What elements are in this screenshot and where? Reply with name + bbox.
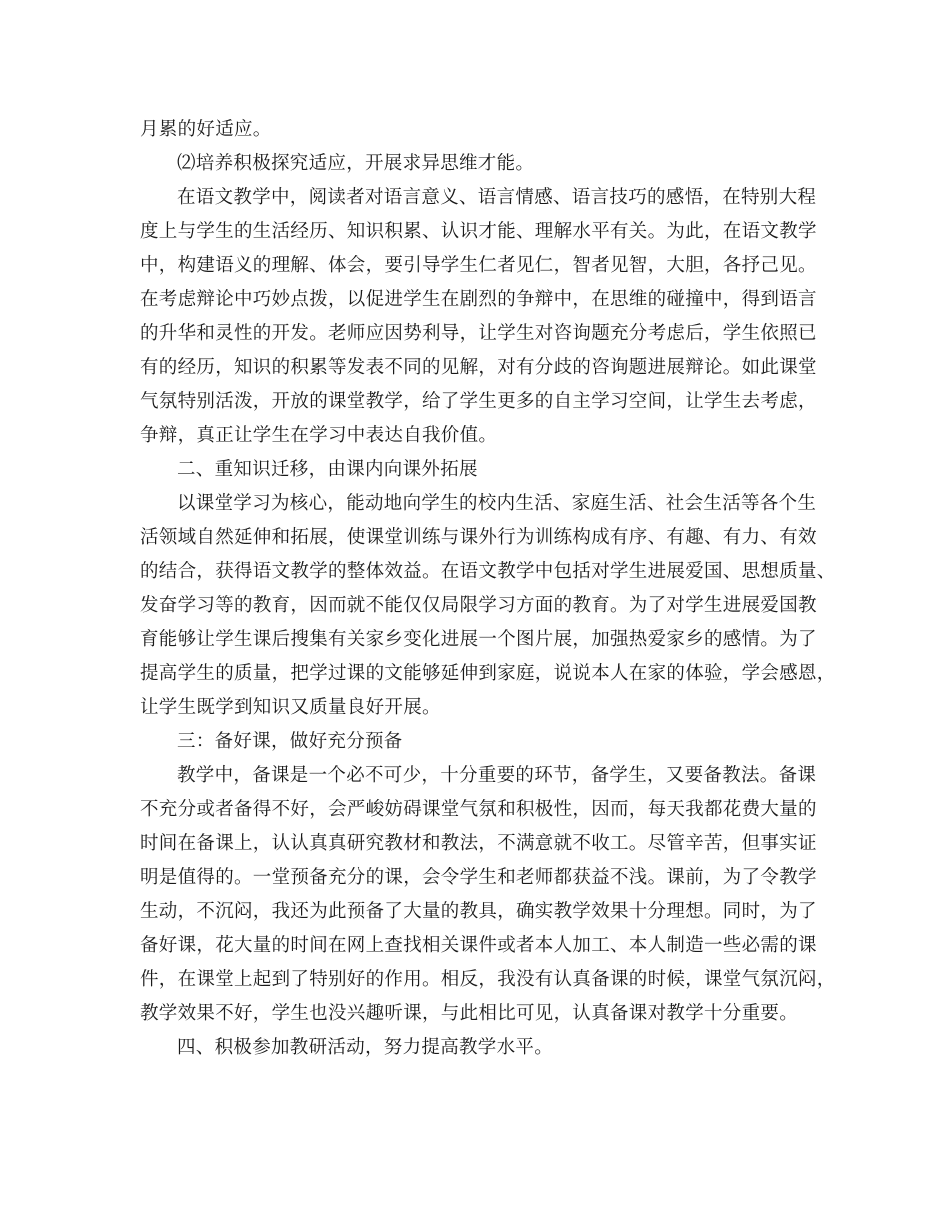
text-line: 以课堂学习为核心，能动地向学生的校内生活、家庭生活、社会生活等各个生 <box>177 493 817 514</box>
text-line: 月累的好适应。 <box>140 119 272 140</box>
text-line: 教学中，备课是一个必不可少，十分重要的环节，备学生，又要备教法。备课 <box>177 765 817 786</box>
text-line: 的结合，获得语文教学的整体效益。在语文教学中包括对学生进展爱国、思想质量、 <box>140 561 836 582</box>
section-heading: 二、重知识迁移，由课内向课外拓展 <box>177 459 478 480</box>
text-line: 育能够让学生课后搜集有关家乡变化进展一个图片展，加强热爱家乡的感情。为了 <box>140 629 817 650</box>
text-line: 生动，不沉闷，我还为此预备了大量的教具，确实教学效果十分理想。同时，为了 <box>140 901 817 922</box>
text-line: 发奋学习等的教育，因而就不能仅仅局限学习方面的教育。为了对学生进展爱国教 <box>140 595 817 616</box>
text-line: 在考虑辩论中巧妙点拨，以促进学生在剧烈的争辩中，在思维的碰撞中，得到语言 <box>140 289 817 310</box>
text-line: 气氛特别活泼，开放的课堂教学，给了学生更多的自主学习空间，让学生去考虑， <box>140 391 817 412</box>
text-line: 件，在课堂上起到了特别好的作用。相反，我没有认真备课的时候，课堂气氛沉闷， <box>140 969 836 990</box>
text-line: 争辩，真正让学生在学习中表达自我价值。 <box>140 425 498 446</box>
text-line: 让学生既学到知识又质量良好开展。 <box>140 697 441 718</box>
text-line: 不充分或者备得不好，会严峻妨碍课堂气氛和积极性，因而，每天我都花费大量的 <box>140 799 817 820</box>
text-line: 明是值得的。一堂预备充分的课，会令学生和老师都获益不浅。课前，为了令教学 <box>140 867 817 888</box>
text-line: 有的经历，知识的积累等发表不同的见解，对有分歧的咨询题进展辩论。如此课堂 <box>140 357 817 378</box>
text-line: 提高学生的质量，把学过课的文能够延伸到家庭，说说本人在家的体验，学会感恩， <box>140 663 836 684</box>
text-line: 时间在备课上，认认真真研究教材和教法，不满意就不收工。尽管辛苦，但事实证 <box>140 833 817 854</box>
text-line: 度上与学生的生活经历、知识积累、认识才能、理解水平有关。为此，在语文教学 <box>140 221 817 242</box>
section-heading: 三：备好课，做好充分预备 <box>177 731 403 752</box>
text-line: 中，构建语义的理解、体会，要引导学生仁者见仁，智者见智，大胆，各抒己见。 <box>140 255 817 276</box>
text-line: 备好课，花大量的时间在网上查找相关课件或者本人加工、本人制造一些必需的课 <box>140 935 817 956</box>
text-line: 在语文教学中，阅读者对语言意义、语言情感、语言技巧的感悟，在特别大程 <box>177 187 817 208</box>
text-line: 教学效果不好，学生也没兴趣听课，与此相比可见，认真备课对教学十分重要。 <box>140 1003 799 1024</box>
text-line: 的升华和灵性的开发。老师应因势利导，让学生对咨询题充分考虑后，学生依照已 <box>140 323 817 344</box>
text-line: 活领域自然延伸和拓展，使课堂训练与课外行为训练构成有序、有趣、有力、有效 <box>140 527 817 548</box>
section-heading: 四、积极参加教研活动，努力提高教学水平。 <box>177 1037 554 1058</box>
subheading: ⑵培养积极探究适应，开展求异思维才能。 <box>177 153 535 174</box>
